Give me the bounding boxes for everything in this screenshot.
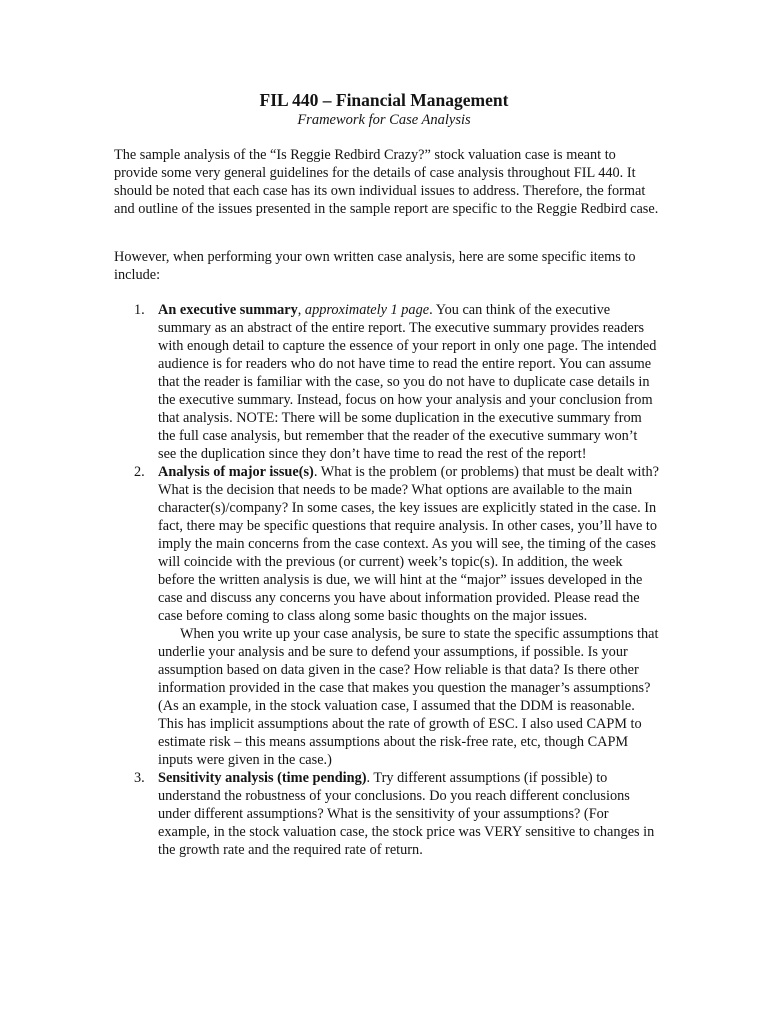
list-item-body: . You can think of the executive summary as an abstract of the entire report. The executive summary provides readers with enough detail to capture the essence of your report in only one page. The intended audience is for readers who do not have time to read the entire report. You can assume that the reader is familiar with the case, so you do not have to duplicate case details in the executive summary. Instead, focus on how your analysis and your conclusion from that analysis. NOTE: There will be some duplication in the executive summary from the full case analysis, but remember that the reader of the executive summary won’t see the duplication since they don’t have time to read the rest of the report! [158, 302, 657, 462]
list-item-number: 1. [134, 302, 145, 318]
list-item-number: 2. [134, 464, 145, 480]
list-item-body: . What is the problem (or problems) that must be dealt with? What is the decision that needs to be made? What options are available to the main character(s)/company? In some cases, the key issues are explicitly stated in the case. In fact, there may be specific questions that require analysis. In other cases, you’ll have to imply the main concerns from the case context. As you will see, the timing of the cases will coincide with the previous (or current) week’s topic(s). In addition, the week before the written analysis is due, we will hint at the “major” issues developed in the case and discuss any concerns you have about information provided. Please read the case before coming to class along some basic thoughts on the major issues. [158, 464, 659, 624]
document-subtitle: Framework for Case Analysis [297, 112, 471, 128]
list-item-executive-summary [114, 301, 659, 463]
list-item-sensitivity-analysis [114, 769, 659, 859]
requirements-list [114, 301, 659, 859]
items-intro-paragraph: However, when performing your own written case analysis, here are some specific items to include: [114, 249, 636, 283]
list-item-heading: Analysis of major issue(s) [158, 464, 314, 480]
list-item-heading: Sensitivity analysis (time pending) [158, 770, 367, 786]
list-item-text [158, 463, 659, 625]
list-item-text [158, 769, 659, 859]
list-item-qualifier: approximately 1 page [304, 302, 430, 318]
intro-paragraph: The sample analysis of the “Is Reggie Redbird Crazy?” stock valuation case is meant to provide some very general guidelines for the details of case analysis throughout FIL 440. It should be noted that each case has its own individual issues to address. Therefore, the format and outline of the issues presented in the sample report are specific to the Reggie Redbird case. [114, 147, 659, 217]
list-item-major-issues [114, 463, 659, 769]
list-item-body: . Try different assumptions (if possible) to understand the robustness of your conclusions. Do you reach different conclusions under different assumptions? What is the sensitivity of your assumptions? (For example, in the stock valuation case, the stock price was VERY sensitive to changes in the growth rate and the required rate of return. [158, 770, 655, 858]
list-item-heading: An executive summary [158, 302, 298, 318]
list-item-text [158, 301, 659, 463]
list-item-number: 3. [134, 770, 145, 786]
document-title: FIL 440 – Financial Management [259, 90, 509, 110]
list-item-continuation: When you write up your case analysis, be sure to state the specific assumptions that underlie your analysis and be sure to defend your assumptions, if possible. Is your assumption based on data given in the case? How reliable is that data? Is there other information provided in the case that makes you question the manager’s assumptions? (As an example, in the stock valuation case, I assumed that the DDM is reasonable. This has implicit assumptions about the rate of growth of ESC. I also used CAPM to estimate risk – this means assumptions about the risk-free rate, etc, though CAPM inputs were given in the case.) [158, 626, 659, 768]
list-item-separator: , [297, 302, 305, 318]
